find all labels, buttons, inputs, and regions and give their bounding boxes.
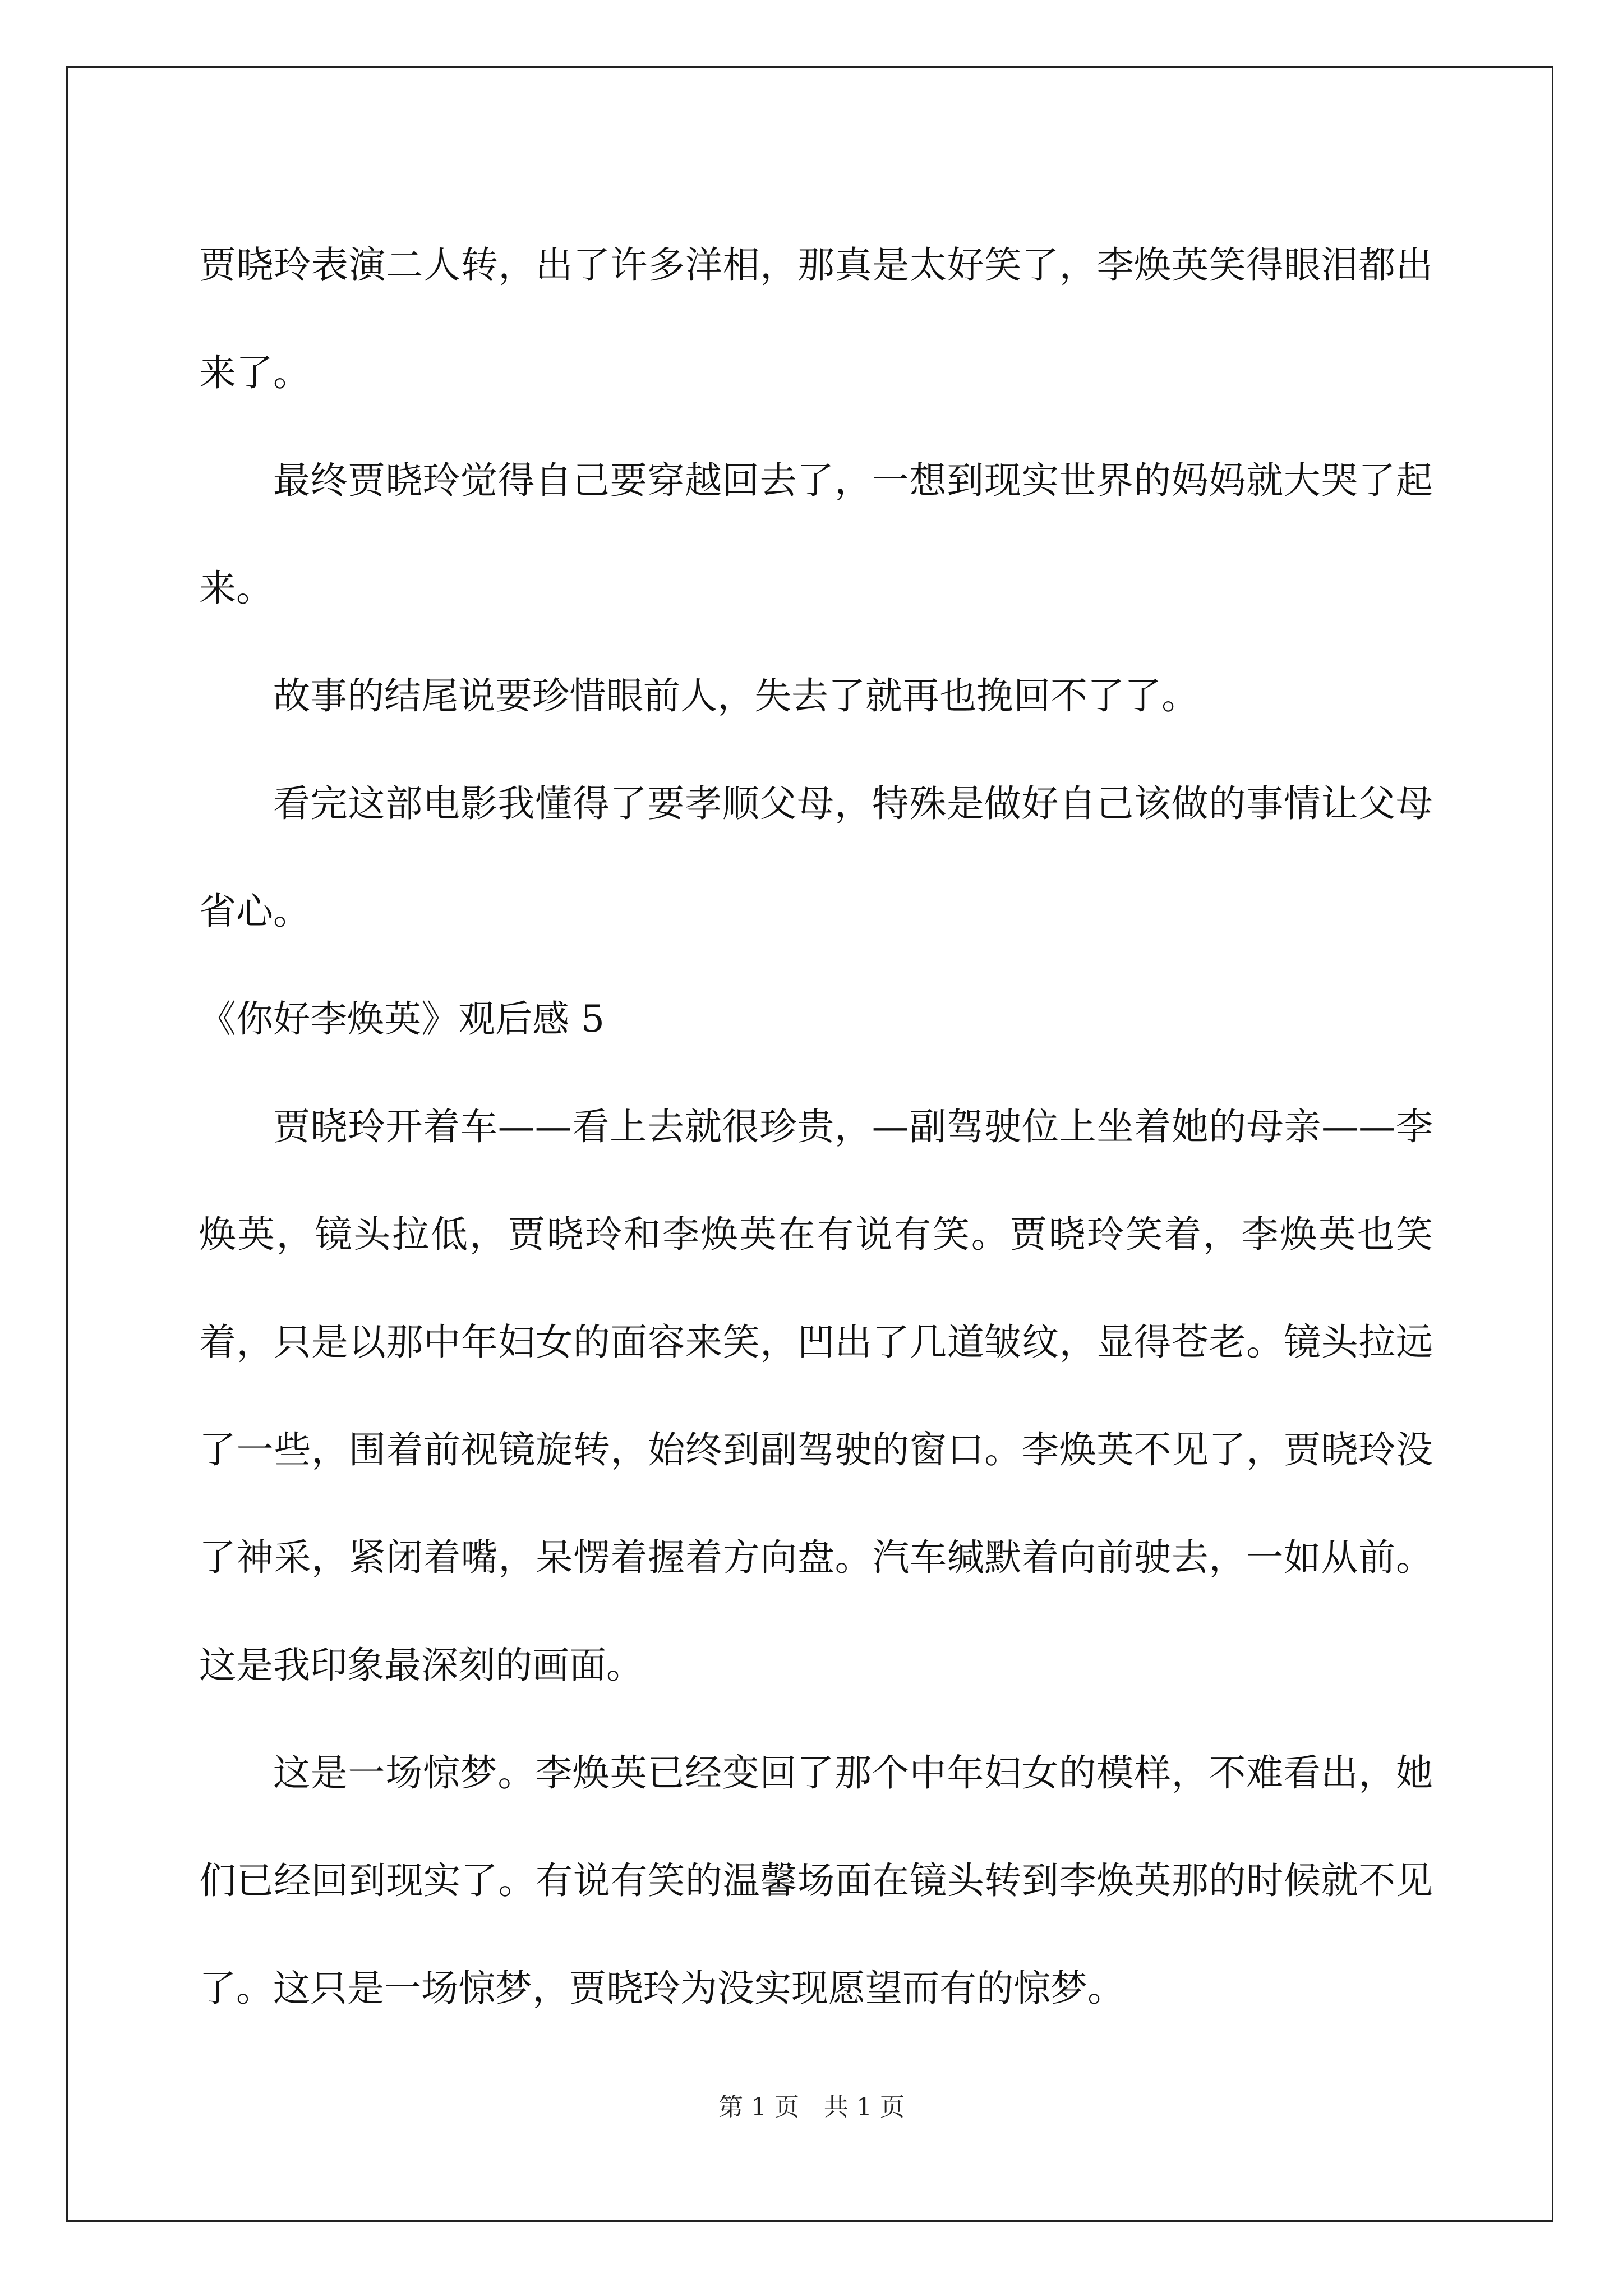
paragraph-continued: 贾晓玲表演二人转，出了许多洋相，那真是太好笑了，李焕英笑得眼泪都出来了。 [199, 243, 1433, 394]
paragraph: 故事的结尾说要珍惜眼前人，失去了就再也挽回不了了。 [273, 674, 1198, 717]
paragraph: 最终贾晓玲觉得自己要穿越回去了，一想到现实世界的妈妈就大哭了起来。 [199, 459, 1433, 610]
paragraph: 这是一场惊梦。李焕英已经变回了那个中年妇女的模样，不难看出，她们已经回到现实了。有说有笑的温馨场面在镜头转到李焕英那的时候就不见了。这只是一场惊梦，贾晓玲为没实现愿望而有的惊梦。 [199, 1751, 1433, 2010]
paragraph: 贾晓玲开着车——看上去就很珍贵，—副驾驶位上坐着她的母亲——李焕英，镜头拉低，贾晓玲和李焕英在有说有笑。贾晓玲笑着，李焕英也笑着，只是以那中年妇女的面容来笑，凹出了几道皱纹，显得苍老。镜头拉远了一些，围着前视镜旋转，始终到副驾驶的窗口。李焕英不见了，贾晓玲没了神采，紧闭着嘴，呆愣着握着方向盘。汽车缄默着向前驶去，一如从前。这是我印象最深刻的画面。 [199, 1105, 1433, 1687]
paragraph: 看完这部电影我懂得了要孝顺父母，特殊是做好自己该做的事情让父母省心。 [199, 782, 1433, 933]
section-heading: 《你好李焕英》观后感 5 [199, 997, 605, 1041]
page-number-footer: 第 1 页 共 1 页 [718, 2093, 905, 2122]
document-body [199, 211, 1433, 2042]
